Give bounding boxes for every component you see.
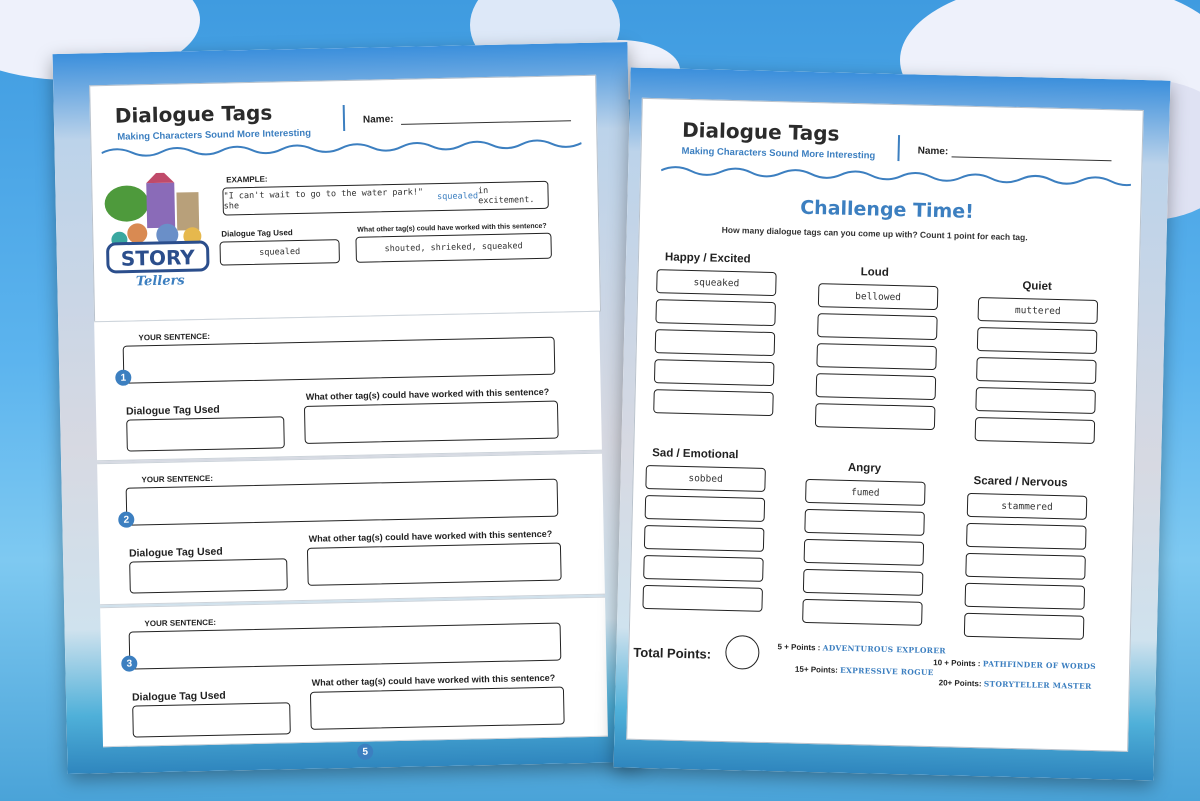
example-sentence-box [222, 181, 549, 216]
category-quiet-input[interactable] [975, 387, 1096, 414]
page-subtitle: Making Characters Sound More Interesting [681, 145, 876, 162]
name-field[interactable] [952, 156, 1112, 161]
example-sentence-end: in excitement. [477, 186, 535, 207]
category-angry-input[interactable] [804, 509, 925, 536]
section-number-2: 2 [118, 511, 134, 527]
tag-used-label: Dialogue Tag Used [125, 403, 220, 418]
your-sentence-label: YOUR SENTENCE: [141, 473, 214, 485]
category-sad-input[interactable] [644, 525, 765, 552]
category-scared-label: Scared / Nervous [973, 475, 1068, 490]
category-angry-input[interactable] [804, 539, 925, 566]
other-tags-label: What other tag(s) could have worked with this sentence? [308, 528, 553, 544]
category-happy-input[interactable] [653, 389, 774, 416]
page-title: Dialogue Tags [681, 117, 840, 146]
worksheet-page-1 [53, 42, 643, 774]
example-other-tags-box: shouted, shrieked, squeaked [355, 233, 552, 263]
other-tags-input-2[interactable] [307, 543, 562, 586]
category-sad-example: sobbed [645, 465, 766, 492]
category-angry-label: Angry [847, 461, 882, 475]
wave-divider [661, 163, 1131, 188]
category-scared-input[interactable] [965, 553, 1086, 580]
name-label: Name: [917, 145, 949, 158]
category-angry-example: fumed [805, 479, 926, 506]
category-quiet-input[interactable] [975, 417, 1096, 444]
divider [343, 105, 346, 131]
header-sheet [89, 75, 601, 323]
total-points-circle[interactable] [725, 635, 760, 670]
section-number-3: 3 [121, 655, 137, 671]
category-angry-input[interactable] [803, 569, 924, 596]
tag-used-input-3[interactable] [132, 702, 291, 737]
other-tags-input-1[interactable] [304, 401, 559, 444]
other-tags-label: What other tag(s) could have worked with this sentence? [311, 672, 556, 688]
example-tag-used-box: squealed [219, 239, 339, 266]
category-scared-input[interactable] [965, 583, 1086, 610]
category-loud-example: bellowed [818, 283, 939, 310]
your-sentence-label: YOUR SENTENCE: [138, 331, 211, 343]
example-sentence-start: "I can't wait to go to the water park!" she [223, 187, 424, 212]
category-quiet-label: Quiet [1022, 280, 1052, 293]
points-rank: STORYTELLER MASTER [983, 679, 1092, 691]
category-loud-label: Loud [860, 266, 889, 279]
category-sad-input[interactable] [642, 585, 763, 612]
points-tier-15 [795, 665, 934, 677]
category-sad-label: Sad / Emotional [652, 447, 739, 462]
your-sentence-label: YOUR SENTENCE: [144, 617, 217, 629]
tag-used-label: Dialogue Tag Used [131, 689, 226, 704]
category-scared-input[interactable] [964, 613, 1085, 640]
tag-used-label: Dialogue Tag Used [128, 545, 223, 560]
points-threshold: 15+ Points: [794, 664, 838, 675]
points-threshold: 20+ Points: [938, 678, 982, 689]
logo-tellers-text: Tellers [135, 273, 185, 290]
total-points-label: Total Points: [633, 644, 712, 662]
example-tag-used-label: Dialogue Tag Used [221, 228, 293, 239]
sentence-section-1 [94, 311, 602, 462]
worksheet-page-2 [614, 68, 1171, 781]
category-happy-input[interactable] [654, 359, 775, 386]
category-happy-input[interactable] [655, 299, 776, 326]
category-quiet-example: muttered [978, 297, 1099, 324]
category-loud-input[interactable] [816, 373, 937, 400]
category-quiet-input[interactable] [977, 327, 1098, 354]
sentence-section-2 [97, 453, 605, 606]
logo-story-text: STORY [120, 245, 195, 271]
other-tags-label: What other tag(s) could have worked with this sentence? [305, 386, 550, 402]
category-scared-example: stammered [967, 493, 1088, 520]
sentence-input-2[interactable] [126, 479, 559, 526]
category-sad-input[interactable] [645, 495, 766, 522]
category-happy-input[interactable] [655, 329, 776, 356]
points-rank: ADVENTUROUS EXPLORER [822, 643, 946, 656]
category-loud-input[interactable] [815, 403, 936, 430]
points-tier-20 [939, 678, 1092, 691]
page-subtitle: Making Characters Sound More Interesting [117, 127, 312, 143]
example-highlighted-tag: squealed [437, 191, 479, 203]
challenge-sheet [626, 98, 1144, 752]
challenge-title: Challenge Time! [799, 196, 975, 223]
tag-used-input-2[interactable] [129, 558, 288, 593]
category-sad-input[interactable] [643, 555, 764, 582]
points-tier-10 [933, 658, 1096, 671]
points-rank: PATHFINDER OF WORDS [982, 659, 1097, 672]
other-tags-input-3[interactable] [310, 687, 565, 730]
category-happy-example: squeaked [656, 269, 777, 296]
category-loud-input[interactable] [816, 343, 937, 370]
section-number-1: 1 [115, 370, 131, 386]
points-tier-5 [777, 642, 946, 655]
points-rank: EXPRESSIVE ROGUE [839, 665, 934, 678]
sentence-input-1[interactable] [123, 337, 556, 384]
sentence-section-3 [100, 597, 608, 748]
page-title: Dialogue Tags [114, 100, 273, 128]
points-threshold: 10 + Points : [933, 658, 981, 669]
challenge-instructions: How many dialogue tags can you come up with? Count 1 point for each tag. [721, 224, 1028, 243]
tag-used-input-1[interactable] [126, 416, 285, 451]
name-label: Name: [362, 113, 394, 126]
category-quiet-input[interactable] [976, 357, 1097, 384]
points-threshold: 5 + Points : [777, 642, 821, 653]
divider [897, 135, 900, 161]
story-tellers-logo [96, 172, 216, 292]
sentence-input-3[interactable] [129, 623, 562, 670]
category-loud-input[interactable] [817, 313, 938, 340]
name-field[interactable] [401, 120, 571, 125]
example-other-tags-label: What other tag(s) could have worked with this sentence? [357, 222, 547, 234]
category-scared-input[interactable] [966, 523, 1087, 550]
category-happy-label: Happy / Excited [664, 251, 751, 266]
example-label: EXAMPLE: [226, 174, 268, 185]
page-number: 5 [357, 744, 373, 760]
category-angry-input[interactable] [802, 599, 923, 626]
